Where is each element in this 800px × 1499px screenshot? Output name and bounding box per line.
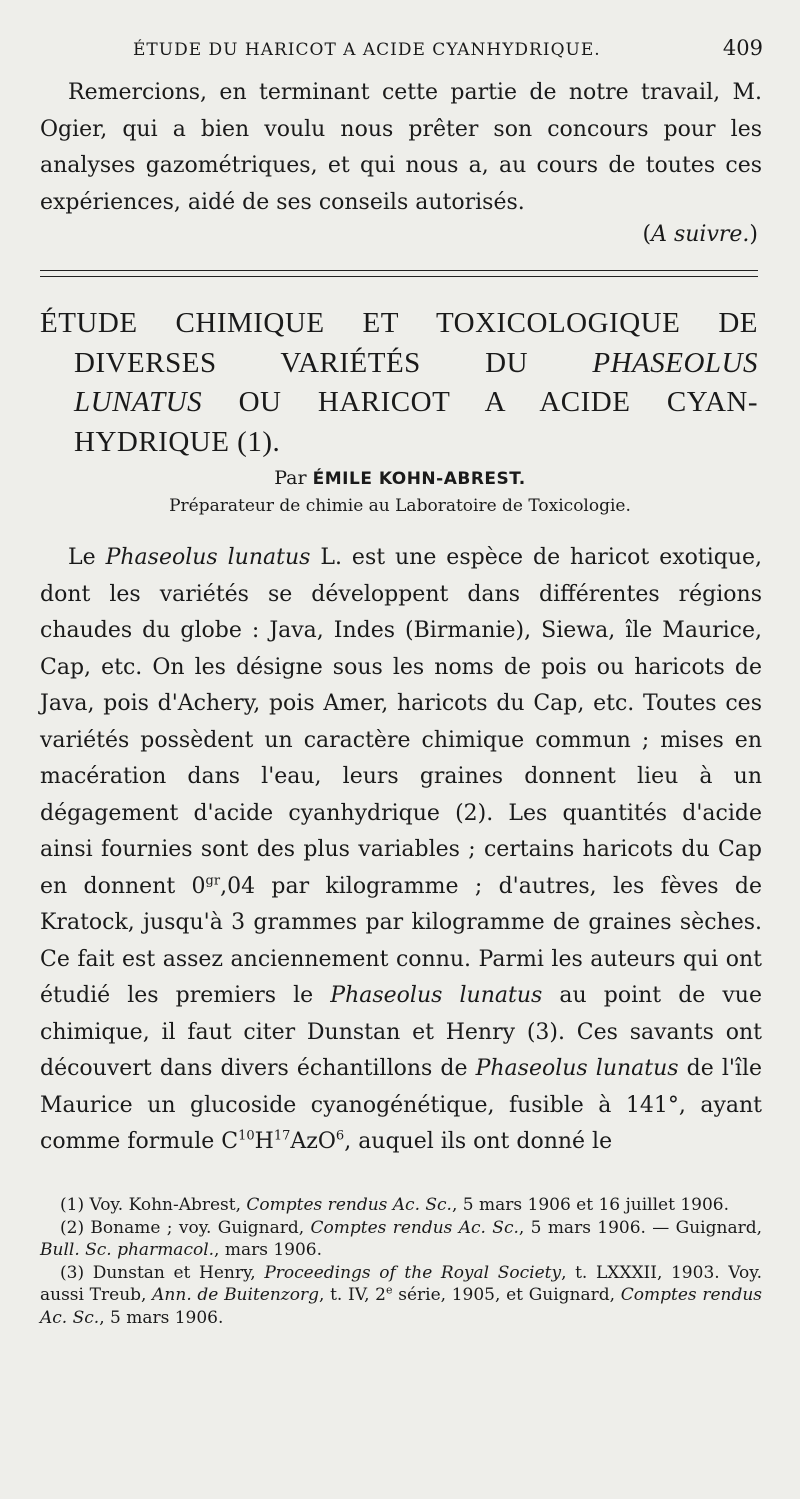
byline [0, 467, 800, 489]
body-text: L. est une espèce de haricot exotique, dont les variétés se développent dans différentes régions chaudes du globe : Java, Indes (Birmanie), Siewa, île Maurice, Cap, etc. On les désigne sous les noms de pois ou haricots de Java, pois d'Achery, pois Amer, haricots du Cap, etc. Toutes ces variétés possèdent un caractère chimique commun ; mises en macération dans l'eau, leurs graines donnent lieu à un dégagement d'acide cyanhydrique (2). Les quantités d'acide ainsi fournies sont des plus variables ; certains haricots du Cap en donnent 0 [40, 545, 763, 899]
footnote-text: , t. IV, 2 [319, 1285, 386, 1305]
formula-text: AzO [290, 1129, 336, 1154]
body-italic-species: Phaseolus lunatus [330, 983, 543, 1008]
footnote-italic: Proceedings of the Royal Society [264, 1262, 562, 1283]
body-italic-species: Phaseolus lunatus [105, 545, 311, 570]
continuation-close-paren: ) [749, 222, 758, 247]
footnote-text: (2) Boname ; voy. Guignard, [60, 1217, 311, 1238]
footnote-superscript: e [386, 1283, 393, 1297]
body-text: de l'île Maurice un glucoside cyanogénétique, fusible à 141°, ayant comme formule C [40, 1056, 762, 1154]
footnote-italic: Comptes rendus Ac. Sc. [246, 1195, 452, 1215]
byline-par: Par [274, 467, 313, 489]
title-italic-phaseolus: PHASEOLUS [592, 346, 758, 379]
footnote-italic: Bull. Sc. pharmacol. [40, 1240, 215, 1260]
title-line-3 [40, 383, 758, 423]
previous-article-closing-paragraph: Remercions, en terminant cette partie de notre travail, M. Ogier, qui a bien voulu nous prêter son concours pour les analyses gazométriques, et qui nous a, au cours de toutes ces expériences, aidé de ses conseils autorisés. [40, 80, 762, 215]
footnote-2 [40, 1217, 762, 1262]
body-superscript: gr [205, 873, 221, 889]
body-text: Le [68, 545, 106, 570]
body-text: au point de vue chimique, il faut citer Dunstan et Henry (3). Ces savants ont découvert dans divers échantillons de [40, 983, 763, 1081]
footnote-italic: Comptes rendus Ac. Sc. [40, 1285, 763, 1328]
double-rule-bottom [40, 276, 758, 277]
continuation-note [642, 222, 758, 247]
footnote-text: , mars 1906. [214, 1240, 323, 1260]
body-text: , auquel ils ont donné le [344, 1129, 613, 1154]
running-head-title: ÉTUDE DU HARICOT A ACIDE CYANHYDRIQUE. [133, 40, 601, 60]
double-rule-top [40, 270, 758, 271]
body-text: ,04 par kilogramme ; d'autres, les fèves de Kratock, jusqu'à 3 grammes par kilogramme de graines sèches. Ce fait est assez anciennement connu. Parmi les auteurs qui ont étudié les premiers le [40, 873, 762, 1008]
title-line-2 [40, 344, 758, 384]
formula-superscript: 6 [335, 1128, 345, 1144]
formula-superscript: 17 [273, 1128, 291, 1144]
footnote-text: , 5 mars 1906. [99, 1307, 224, 1328]
footnote-text: , 5 mars 1906. — Guignard, [518, 1217, 762, 1238]
footnote-italic: Comptes rendus Ac. Sc. [310, 1217, 519, 1238]
title-italic-lunatus: LUNATUS [74, 386, 203, 418]
title-text-3: OU HARICOT A ACIDE CYAN- [202, 386, 758, 418]
footnotes [40, 1194, 762, 1329]
title-line-4: HYDRIQUE (1). [74, 425, 281, 458]
body-italic-species: Phaseolus lunatus [475, 1056, 679, 1081]
continuation-open-paren: ( [642, 222, 652, 247]
footnote-text: , t. LXXXII, 1903. Voy. aussi Treub, [40, 1262, 762, 1305]
footnote-text: série, 1905, et Guignard, [392, 1285, 621, 1305]
page-number: 409 [722, 36, 763, 60]
footnote-1 [40, 1194, 762, 1217]
running-head [133, 36, 763, 66]
article-title [40, 304, 758, 462]
title-text-2: DIVERSES VARIÉTÉS DU [74, 346, 593, 379]
author-name: ÉMILE KOHN-ABREST. [312, 469, 526, 489]
footnote-text: , 5 mars 1906 et 16 juillet 1906. [451, 1195, 729, 1215]
footnote-italic: Ann. de Buitenzorg [152, 1285, 319, 1305]
author-affiliation: Préparateur de chimie au Laboratoire de Toxicologie. [169, 496, 631, 516]
footnote-3 [40, 1262, 762, 1330]
continuation-text: A suivre. [651, 222, 750, 247]
formula-superscript: 10 [238, 1128, 255, 1144]
footnote-text: (1) Voy. Kohn-Abrest, [60, 1195, 247, 1215]
body-paragraph [40, 540, 762, 1161]
footnote-text: (3) Dunstan et Henry, [60, 1262, 265, 1283]
title-line-1: ÉTUDE CHIMIQUE ET TOXICOLOGIQUE DE [40, 307, 758, 339]
formula-text: H [254, 1129, 274, 1154]
